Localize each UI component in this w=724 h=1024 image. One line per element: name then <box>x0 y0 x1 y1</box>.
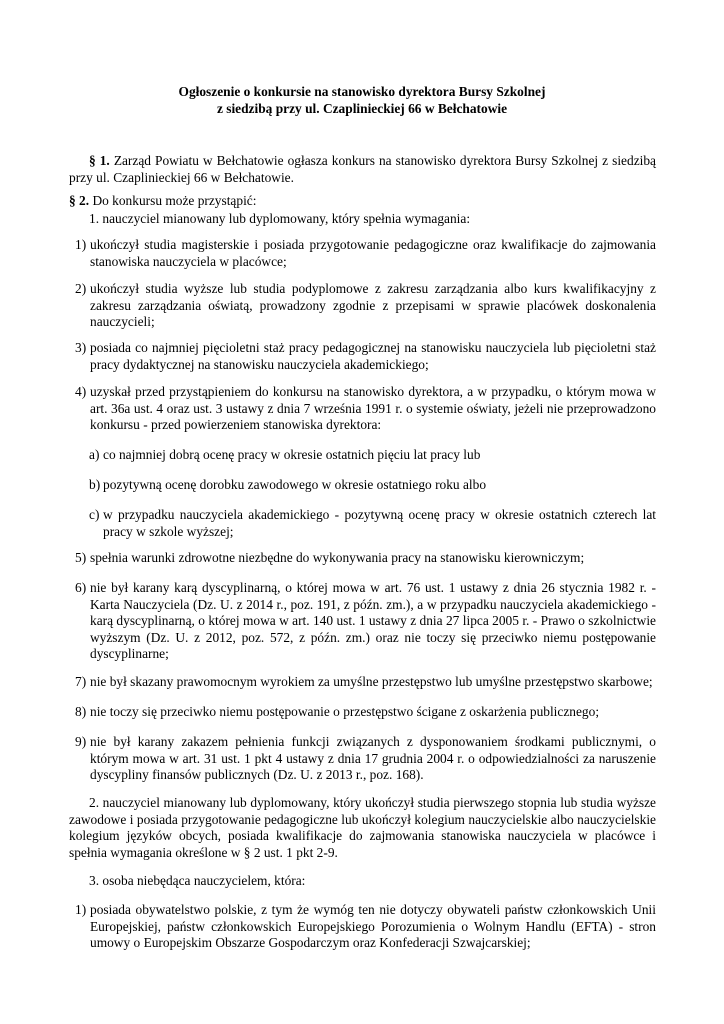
paragraph-2 <box>69 193 656 210</box>
document-title-line-1: Ogłoszenie o konkursie na stanowisko dyrektora Bursy Szkolnej <box>178 84 546 99</box>
paragraph-1-text: Zarząd Powiatu w Bełchatowie ogłasza konkurs na stanowisko dyrektora Bursy Szkolnej z siedzibą przy ul. Czaplinieckiej 66 w Bełchatowie. <box>69 153 656 185</box>
sub-item-c-number: c) <box>89 507 100 522</box>
group-1-intro: 1. nauczyciel mianowany lub dyplomowany, który spełnia wymagania: <box>89 211 471 226</box>
group-3-item-1-text: posiada obywatelstwo polskie, z tym że wymóg ten nie dotyczy obywateli państw członkowskich Unii Europejskiej, państw członkowskich Europejskiego Porozumienia o Wolnym Handlu (EFTA) - stron umowy o Europejskim Obszarze Gospodarczym oraz Konfederacji Szwajcarskiej; <box>90 902 656 950</box>
sub-item-c-text: w przypadku nauczyciela akademickiego - pozytywną ocenę pracy w okresie ostatnich czterech lat pracy w szkole wyższej; <box>103 507 656 539</box>
requirement-3-text: posiada co najmniej pięcioletni staż pracy pedagogicznej na stanowisku nauczyciela lub pięcioletni staż pracy dydaktycznej na stanowisku nauczyciela akademickiego; <box>90 340 656 372</box>
sub-item-b-number: b) <box>89 477 101 492</box>
sub-item-b-text: pozytywną ocenę dorobku zawodowego w okresie ostatniego roku albo <box>103 477 487 492</box>
requirement-8-text: nie toczy się przeciwko niemu postępowanie o przestępstwo ścigane z oskarżenia publicznego; <box>90 704 600 719</box>
sub-item-a-number: a) <box>89 447 100 462</box>
group-3-intro: 3. osoba niebędąca nauczycielem, która: <box>89 873 306 888</box>
requirement-2-text: ukończył studia wyższe lub studia podyplomowe z zakresu zarządzania albo kurs kwalifikacyjny z zakresu zarządzania oświatą, prowadzony zgodnie z przepisami w sprawie placówek doskonalenia nauczycieli; <box>90 281 656 329</box>
group-3-item-1-number: 1) <box>75 902 87 917</box>
requirement-7-text: nie był skazany prawomocnym wyrokiem za umyślne przestępstwo lub umyślne przestępstwo skarbowe; <box>90 674 653 689</box>
requirement-5-number: 5) <box>75 550 87 565</box>
requirement-4-number: 4) <box>75 384 87 399</box>
requirement-6-text: nie był karany karą dyscyplinarną, o której mowa w art. 76 ust. 1 ustawy z dnia 26 stycznia 1982 r. - Karta Nauczyciela (Dz. U. z 2014 r., poz. 191, z późn. zm.), a w przypadku nauczyciela akademickiego - karą dyscyplinarną, o której mowa w art. 140 ust. 1 ustawy z dnia 27 lipca 2005 r. - Prawo o szkolnictwie wyższym (Dz. U. z 2012, poz. 572, z późn. zm.) oraz nie toczy się przeciwko niemu postępowanie dyscyplinarne; <box>90 580 656 661</box>
requirement-4-text: uzyskał przed przystąpieniem do konkursu na stanowisko dyrektora, a w przypadku, o którym mowa w art. 36a ust. 4 oraz ust. 3 ustawy z dnia 7 września 1991 r. o systemie oświaty, jeżeli nie przeprowadzono konkursu - przed powierzeniem stanowiska dyrektora: <box>90 384 656 432</box>
requirement-1-number: 1) <box>75 237 87 252</box>
requirement-3-number: 3) <box>75 340 87 355</box>
paragraph-1-number: § 1. <box>89 153 110 168</box>
paragraph-2-number: § 2. <box>69 193 90 208</box>
paragraph-2-text: Do konkursu może przystąpić: <box>92 193 257 208</box>
requirement-2-number: 2) <box>75 281 87 296</box>
paragraph-1 <box>69 153 656 186</box>
sub-item-a-text: co najmniej dobrą ocenę pracy w okresie ostatnich pięciu lat pracy lub <box>103 447 481 462</box>
requirement-7-number: 7) <box>75 674 87 689</box>
requirement-9-number: 9) <box>75 734 87 749</box>
group-2-text: 2. nauczyciel mianowany lub dyplomowany, który ukończył studia pierwszego stopnia lub studia wyższe zawodowe i posiada przygotowanie pedagogiczne lub ukończył kolegium nauczycielskie albo nauczycielskie kolegium języków obcych, posiada kwalifikacje do zajmowania stanowiska nauczyciela w placówce i spełnia wymagania określone w § 2 ust. 1 pkt 2-9. <box>69 795 656 860</box>
requirement-9-text: nie był karany zakazem pełnienia funkcji związanych z dysponowaniem środkami publicznymi, o którym mowa w art. 31 ust. 1 pkt 4 ustawy z dnia 17 grudnia 2004 r. o odpowiedzialności za naruszenie dyscypliny finansów publicznych (Dz. U. z 2013 r., poz. 168). <box>90 734 656 782</box>
requirement-8-number: 8) <box>75 704 87 719</box>
document-title-line-2: z siedzibą przy ul. Czaplinieckiej 66 w Bełchatowie <box>216 101 508 116</box>
requirement-5-text: spełnia warunki zdrowotne niezbędne do wykonywania pracy na stanowisku kierowniczym; <box>90 550 585 565</box>
requirement-1-text: ukończył studia magisterskie i posiada przygotowanie pedagogiczne oraz kwalifikacje do zajmowania stanowiska nauczyciela w placówce; <box>90 237 656 269</box>
requirement-6-number: 6) <box>75 580 87 595</box>
